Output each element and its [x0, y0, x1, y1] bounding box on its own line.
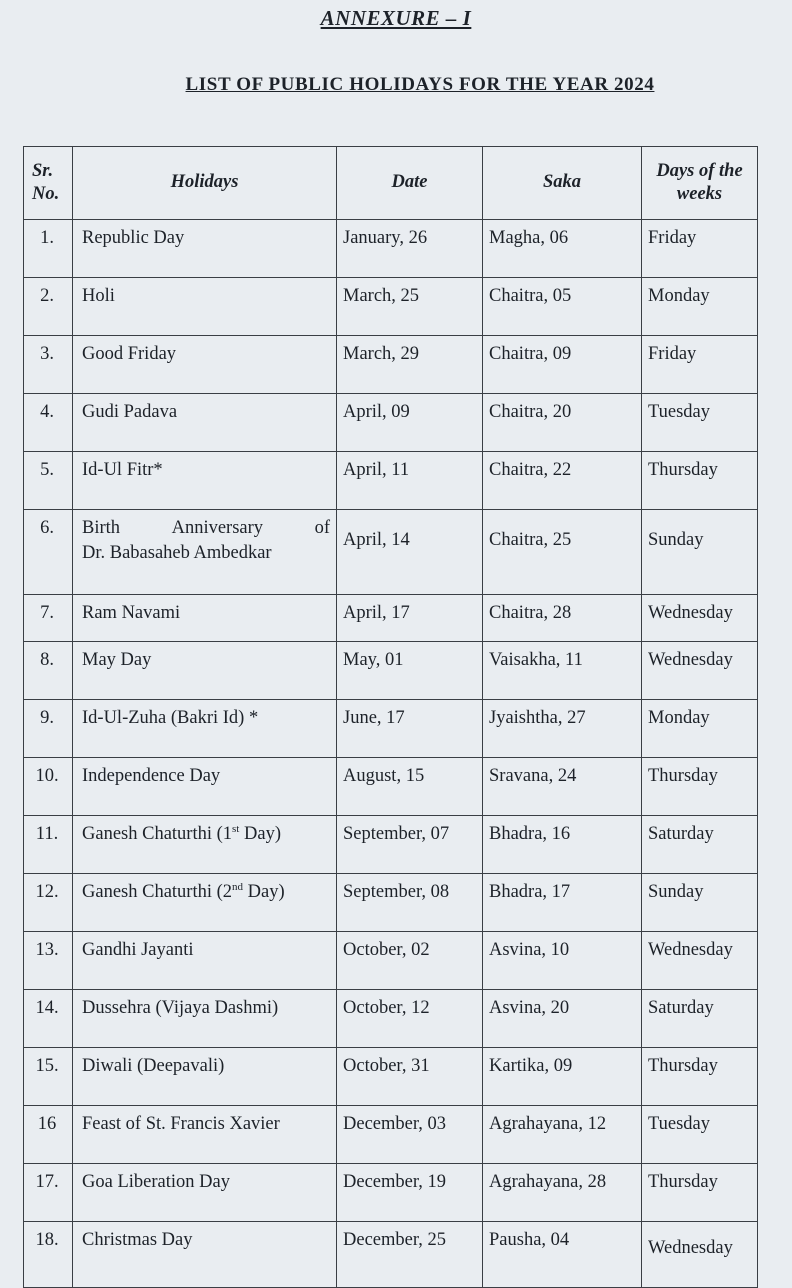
holiday-text: Day) — [243, 882, 285, 902]
saka-cell: Bhadra, 16 — [483, 816, 642, 874]
saka-cell: Agrahayana, 12 — [483, 1106, 642, 1164]
saka-cell: Chaitra, 20 — [483, 394, 642, 452]
day-cell: Sunday — [642, 874, 758, 932]
saka-cell: Bhadra, 17 — [483, 874, 642, 932]
holiday-cell — [73, 874, 337, 932]
saka-cell: Chaitra, 05 — [483, 278, 642, 336]
holiday-cell: Holi — [73, 278, 337, 336]
table-header-row — [24, 147, 758, 220]
table-row — [24, 758, 758, 816]
table-row — [24, 394, 758, 452]
date-cell: October, 31 — [337, 1048, 483, 1106]
sr-no-cell: 16 — [24, 1106, 73, 1164]
holiday-cell: Goa Liberation Day — [73, 1164, 337, 1222]
date-cell: June, 17 — [337, 700, 483, 758]
holiday-line-2: Dr. Babasaheb Ambedkar — [82, 542, 272, 563]
day-cell: Tuesday — [642, 1106, 758, 1164]
column-header-days-of-week: Days of the weeks — [642, 147, 758, 220]
holiday-cell: Dussehra (Vijaya Dashmi) — [73, 990, 337, 1048]
day-cell: Saturday — [642, 816, 758, 874]
day-cell: Thursday — [642, 1164, 758, 1222]
saka-cell: Agrahayana, 28 — [483, 1164, 642, 1222]
column-header-sr-no: Sr. No. — [24, 147, 73, 220]
day-cell: Friday — [642, 336, 758, 394]
table-row — [24, 1222, 758, 1288]
sr-no-cell: 7. — [24, 595, 73, 642]
holiday-table — [23, 146, 758, 1288]
table-row — [24, 990, 758, 1048]
column-header-date: Date — [337, 147, 483, 220]
day-cell: Wednesday — [642, 1222, 758, 1288]
column-header-saka: Saka — [483, 147, 642, 220]
sr-no-cell: 15. — [24, 1048, 73, 1106]
holiday-cell: Gudi Padava — [73, 394, 337, 452]
day-cell: Sunday — [642, 510, 758, 595]
day-cell: Tuesday — [642, 394, 758, 452]
day-cell: Thursday — [642, 1048, 758, 1106]
annexure-heading: ANNEXURE – I — [320, 6, 472, 30]
holiday-cell: Ram Navami — [73, 595, 337, 642]
sr-no-cell: 10. — [24, 758, 73, 816]
holiday-cell: Gandhi Jayanti — [73, 932, 337, 990]
sr-no-cell: 1. — [24, 220, 73, 278]
table-row — [24, 278, 758, 336]
day-cell: Thursday — [642, 452, 758, 510]
date-cell: April, 09 — [337, 394, 483, 452]
holiday-cell: Christmas Day — [73, 1222, 337, 1288]
table-row — [24, 452, 758, 510]
saka-cell: Asvina, 20 — [483, 990, 642, 1048]
day-cell: Monday — [642, 700, 758, 758]
day-cell: Monday — [642, 278, 758, 336]
holiday-cell: Feast of St. Francis Xavier — [73, 1106, 337, 1164]
holiday-word: Anniversary — [171, 518, 264, 538]
saka-cell: Asvina, 10 — [483, 932, 642, 990]
holiday-word: Birth — [82, 518, 121, 538]
day-cell: Wednesday — [642, 595, 758, 642]
ordinal-suffix: st — [232, 822, 240, 835]
date-cell: September, 07 — [337, 816, 483, 874]
sr-no-cell: 13. — [24, 932, 73, 990]
date-cell: April, 17 — [337, 595, 483, 642]
table-row — [24, 1048, 758, 1106]
table-row — [24, 874, 758, 932]
saka-cell: Sravana, 24 — [483, 758, 642, 816]
sr-no-cell: 9. — [24, 700, 73, 758]
table-row — [24, 1106, 758, 1164]
holiday-cell: Id-Ul-Zuha (Bakri Id) * — [73, 700, 337, 758]
sr-no-cell: 8. — [24, 642, 73, 700]
sr-no-cell: 11. — [24, 816, 73, 874]
holiday-text: Ganesh Chaturthi (2 — [82, 882, 233, 902]
table-row — [24, 336, 758, 394]
saka-cell: Chaitra, 25 — [483, 510, 642, 595]
date-cell: December, 19 — [337, 1164, 483, 1222]
date-cell: March, 25 — [337, 278, 483, 336]
sr-no-cell: 12. — [24, 874, 73, 932]
date-cell: April, 14 — [337, 510, 483, 595]
date-cell: April, 11 — [337, 452, 483, 510]
holiday-text: Day) — [239, 824, 281, 844]
day-cell: Friday — [642, 220, 758, 278]
saka-cell: Pausha, 04 — [483, 1222, 642, 1288]
sr-no-cell: 18. — [24, 1222, 73, 1288]
day-cell: Wednesday — [642, 642, 758, 700]
table-row — [24, 700, 758, 758]
saka-cell: Chaitra, 09 — [483, 336, 642, 394]
date-cell: October, 02 — [337, 932, 483, 990]
saka-cell: Magha, 06 — [483, 220, 642, 278]
table-row — [24, 510, 758, 595]
table-row — [24, 642, 758, 700]
saka-cell: Kartika, 09 — [483, 1048, 642, 1106]
holiday-cell — [73, 510, 337, 595]
column-header-holidays: Holidays — [73, 147, 337, 220]
date-cell: October, 12 — [337, 990, 483, 1048]
sr-no-cell: 2. — [24, 278, 73, 336]
saka-cell: Vaisakha, 11 — [483, 642, 642, 700]
day-cell: Thursday — [642, 758, 758, 816]
date-cell: December, 25 — [337, 1222, 483, 1288]
saka-cell: Chaitra, 28 — [483, 595, 642, 642]
saka-cell: Chaitra, 22 — [483, 452, 642, 510]
holiday-text: Ganesh Chaturthi (1 — [82, 824, 233, 844]
date-cell: September, 08 — [337, 874, 483, 932]
page-title: LIST OF PUBLIC HOLIDAYS FOR THE YEAR 2024 — [185, 74, 655, 95]
sr-no-cell: 5. — [24, 452, 73, 510]
saka-cell: Jyaishtha, 27 — [483, 700, 642, 758]
date-cell: January, 26 — [337, 220, 483, 278]
holiday-cell: Good Friday — [73, 336, 337, 394]
table-row — [24, 595, 758, 642]
date-cell: March, 29 — [337, 336, 483, 394]
holiday-word: of — [314, 518, 330, 538]
sr-no-cell: 14. — [24, 990, 73, 1048]
day-cell: Wednesday — [642, 932, 758, 990]
sr-no-cell: 4. — [24, 394, 73, 452]
table-row — [24, 1164, 758, 1222]
date-cell: August, 15 — [337, 758, 483, 816]
table-row — [24, 220, 758, 278]
holiday-line-1 — [82, 516, 330, 541]
ordinal-suffix: nd — [232, 880, 244, 893]
holiday-cell: May Day — [73, 642, 337, 700]
date-cell: May, 01 — [337, 642, 483, 700]
date-cell: December, 03 — [337, 1106, 483, 1164]
holiday-cell: Independence Day — [73, 758, 337, 816]
holiday-cell: Id-Ul Fitr* — [73, 452, 337, 510]
holiday-cell: Diwali (Deepavali) — [73, 1048, 337, 1106]
sr-no-cell: 3. — [24, 336, 73, 394]
holiday-cell: Republic Day — [73, 220, 337, 278]
table-row — [24, 816, 758, 874]
sr-no-cell: 6. — [24, 510, 73, 595]
day-cell: Saturday — [642, 990, 758, 1048]
holiday-cell — [73, 816, 337, 874]
sr-no-cell: 17. — [24, 1164, 73, 1222]
table-row — [24, 932, 758, 990]
